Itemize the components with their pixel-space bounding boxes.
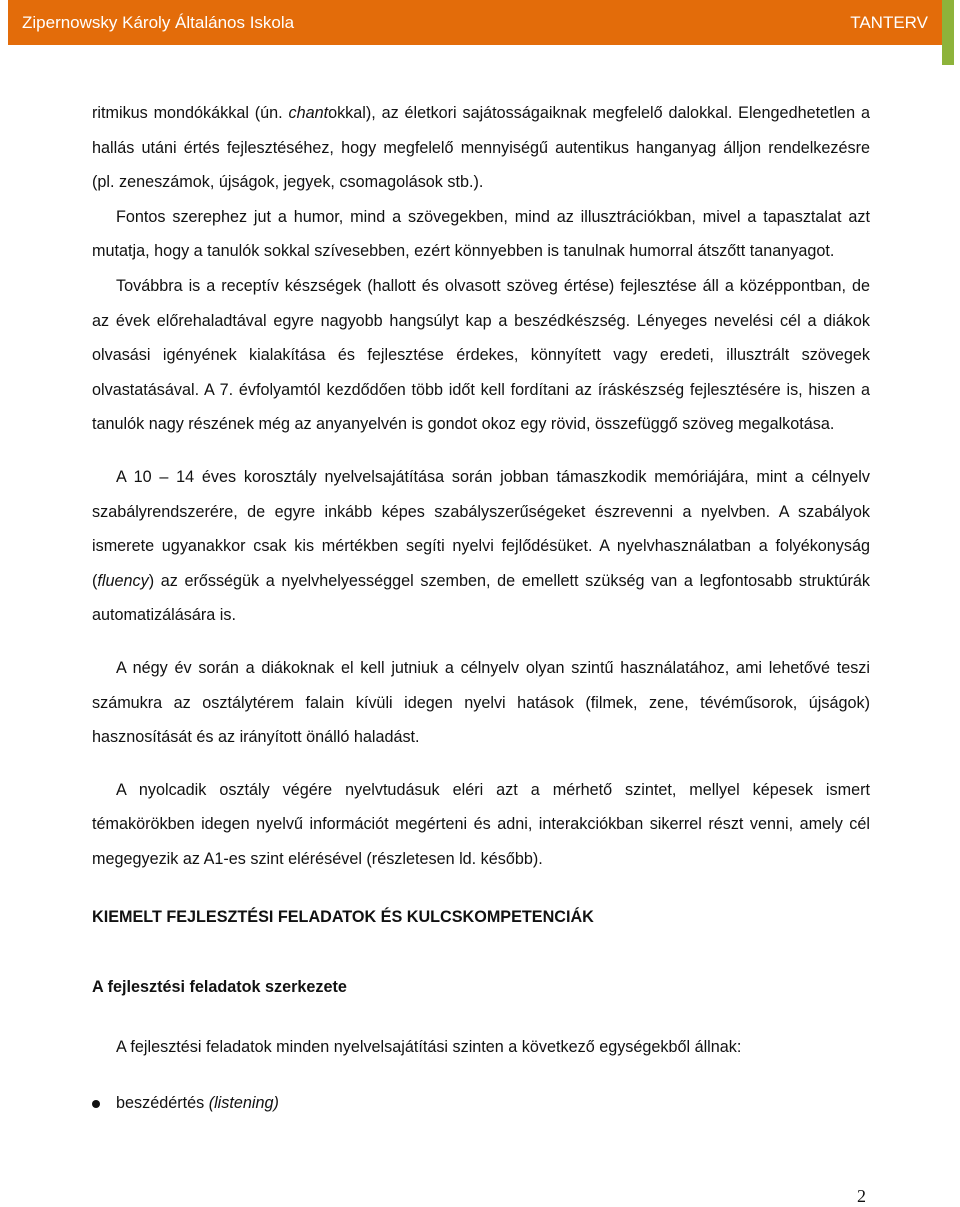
text-run: Fontos szerephez jut a humor, mind a szövegekben, mind az illusztrációkban, mivel a tapasztalat azt mutatja, hogy a tanulók sokkal szívesebben, ezért könnyebben is tanulnak humorral átszőtt tananyagot. (92, 207, 870, 261)
school-name: Zipernowsky Károly Általános Iskola (22, 12, 295, 32)
paragraph-5 (92, 651, 870, 755)
section-subheading: A fejlesztési feladatok szerkezete (92, 978, 347, 996)
paragraph-6 (92, 773, 870, 877)
page-header (8, 0, 942, 45)
bullet-note: (listening) (208, 1094, 279, 1112)
document-type: TANTERV (850, 12, 928, 32)
italic-term: chant (288, 104, 329, 122)
paragraph-3 (92, 269, 870, 442)
paragraph-2 (92, 200, 870, 269)
section-intro: A fejlesztési feladatok minden nyelvelsajátítási szinten a következő egységekből állnak: (116, 1038, 742, 1056)
text-run: ) az erősségük a nyelvhelyességgel szemben, de emellett szükség van a legfontosabb struktúrák automatizálására is. (92, 571, 870, 625)
text-run: Továbbra is a receptív készségek (hallott és olvasott szöveg értése) fejlesztése áll a középpontban, de az évek előrehaladtával egyre nagyobb hangsúlyt kap a beszédkészség. Lényeges nevelési cél a diákok olvasási igényének kialakítása és fejlesztése érdekes, könnyített vagy eredeti, illusztrált szövegek olvastatásával. A 7. évfolyamtól kezdődően több időt kell fordítani az íráskészség fejlesztésére is, hiszen a tanulók nagy részének még az anyanyelvén is gondot okoz egy rövid, összefüggő szöveg megalkotása. (92, 276, 870, 434)
bullet-label: beszédértés (116, 1094, 205, 1112)
page-number: 2 (857, 1186, 866, 1206)
text-run: A 10 – 14 éves korosztály nyelvelsajátítása során jobban támaszkodik memóriájára, mint a célnyelv szabályrendszerére, de egyre inkább képes szabályszerűségeket észrevenni a nyelvben. A szabályok ismerete ugyanakkor csak kis mértékben segíti nyelvi fejlődésüket. A nyelvhasználatban a folyékonyság ( (92, 467, 870, 590)
text-run: A nyolcadik osztály végére nyelvtudásuk eléri azt a mérhető szintet, mellyel képesek ismert témakörökben idegen nyelvű információt megérteni és adni, interakciókban sikerrel részt venni, amely cél megegyezik az A1-es szint elérésével (részletesen ld. később). (92, 780, 870, 868)
paragraph-1 (92, 96, 870, 200)
text-run: A négy év során a diákoknak el kell jutniuk a célnyelv olyan szintű használatához, ami lehetővé teszi számukra az osztálytérem falain kívüli idegen nyelvi hatások (filmek, zene, tévéműsorok, újságok) hasznosítását és az irányított önálló haladást. (92, 658, 870, 747)
paragraph-4 (92, 460, 870, 633)
text-run: ritmikus mondókákkal (ún. (92, 104, 289, 122)
section-heading: KIEMELT FEJLESZTÉSI FELADATOK ÉS KULCSKOMPETENCIÁK (92, 908, 594, 926)
header-accent-bar (942, 0, 954, 65)
bullet-icon (92, 1100, 100, 1108)
text-run: okkal), az életkori sajátosságaiknak megfelelő dalokkal. Elengedhetetlen a hallás utáni értés fejlesztéséhez, hogy megfelelő mennyiségű autentikus hanganyag álljon rendelkezésre (pl. zeneszámok, újságok, jegyek, csomagolások stb.). (92, 104, 870, 192)
body-text (92, 96, 870, 876)
bullet-item (92, 1094, 279, 1113)
italic-term: fluency (97, 571, 149, 590)
